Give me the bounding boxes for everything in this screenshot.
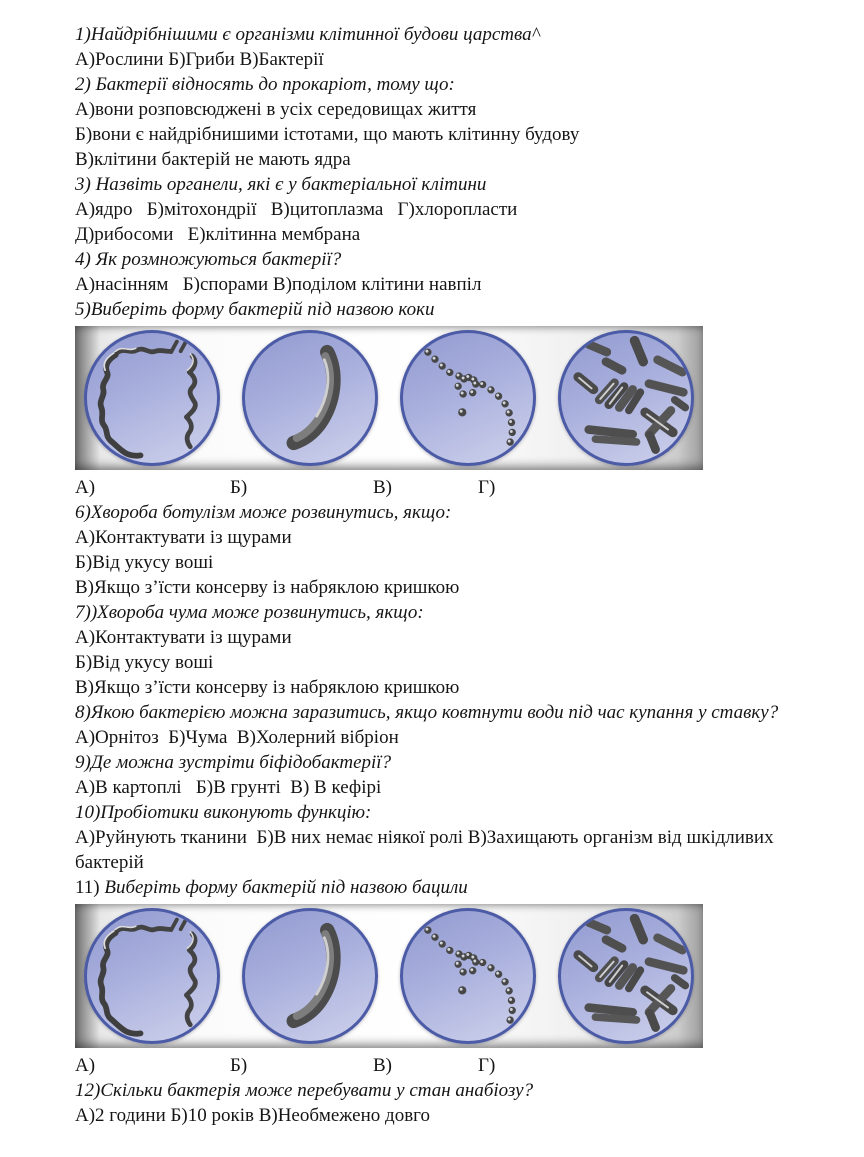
question-line: 10)Пробіотики виконують функцію:: [75, 802, 372, 823]
question-line: 5)Виберіть форму бактерій під назвою коки: [75, 299, 435, 320]
figure-option-label: В): [373, 477, 392, 498]
bacilli-image: [558, 908, 694, 1044]
question-line: [75, 875, 838, 900]
answer-options-line: Д)рибосоми Е)клітинна мембрана: [75, 224, 361, 245]
answer-options-line: А)2 години Б)10 років В)Необмежено довго: [75, 1105, 430, 1126]
figure-option-label: А): [75, 477, 96, 498]
figure-option-label: А): [75, 1055, 96, 1076]
question-line: 12)Скільки бактерія може перебувати у стан анабіозу?: [75, 1080, 534, 1101]
figure-option-label: Г): [478, 1055, 496, 1076]
answer-options-line: А)насінням Б)спорами В)поділом клітини навпіл: [75, 274, 482, 295]
answer-options-line: А)Рослини Б)Гриби В)Бактерії: [75, 49, 324, 70]
answer-options-line: А)вони розповсюджені в усіх середовищах життя: [75, 99, 477, 120]
answer-options-line: А)Орнітоз Б)Чума В)Холерний вібріон: [75, 727, 399, 748]
question-line: 9)Де можна зустріти біфідобактерії?: [75, 752, 392, 773]
quiz-section-1: [75, 22, 838, 322]
answer-options-line: В)Якщо з’їсти консерву із набряклою кришкою: [75, 577, 460, 598]
figure-option-labels-2: [75, 1053, 838, 1078]
streptococcus-chain-image: [400, 330, 536, 466]
figure-option-labels-1: [75, 475, 838, 500]
question-line: 2) Бактерії відносять до прокаріот, тому що:: [75, 74, 455, 95]
answer-options-line: А)Контактувати із щурами: [75, 627, 292, 648]
answer-options-line: А)ядро Б)мітохондрії В)цитоплазма Г)хлоропласти: [75, 199, 518, 220]
quiz-section-3: [75, 1078, 838, 1128]
answer-options-line: А)В картоплі Б)В грунті В) В кефірі: [75, 777, 382, 798]
bacteria-shapes-figure-2: [75, 904, 703, 1048]
vibrio-image: [242, 908, 378, 1044]
question-line: 6)Хвороба ботулізм може розвинутись, якщо:: [75, 502, 452, 523]
spirilla-image: [84, 330, 220, 466]
answer-options-line: А)Контактувати із щурами: [75, 527, 292, 548]
vibrio-image: [242, 330, 378, 466]
question-line: 7))Хвороба чума може розвинутись, якщо:: [75, 602, 424, 623]
question-number: 11): [75, 877, 105, 898]
bacteria-shapes-figure-1: [75, 326, 703, 470]
answer-options-line: В)клітини бактерій не мають ядра: [75, 149, 351, 170]
figure-option-label: Б): [230, 477, 248, 498]
figure-option-label: Г): [478, 477, 496, 498]
answer-options-line: А)Руйнують тканини Б)В них немає ніякої ролі В)Захищають організм від шкідливих бактерій: [75, 827, 779, 873]
spirilla-image: [84, 908, 220, 1044]
question-line: 3) Назвіть органели, які є у бактеріальної клітини: [75, 174, 487, 195]
streptococcus-chain-image: [400, 908, 536, 1044]
figure-option-label: Б): [230, 1055, 248, 1076]
figure-option-label: В): [373, 1055, 392, 1076]
question-text: Виберіть форму бактерій під назвою бацили: [104, 877, 468, 898]
question-line: 4) Як розмножуються бактерії?: [75, 249, 342, 270]
quiz-section-2: [75, 500, 838, 900]
answer-options-line: Б)вони є найдрібнишими істотами, що мають клітинну будову: [75, 124, 580, 145]
answer-options-line: В)Якщо з’їсти консерву із набряклою кришкою: [75, 677, 460, 698]
answer-options-line: Б)Від укусу воші: [75, 652, 214, 673]
bacilli-image: [558, 330, 694, 466]
question-line: 1)Найдрібнішими є організми клітинної будови царства^: [75, 24, 540, 45]
answer-options-line: Б)Від укусу воші: [75, 552, 214, 573]
question-line: 8)Якою бактерією можна заразитись, якщо ковтнути води під час купання у ставку?: [75, 702, 779, 723]
